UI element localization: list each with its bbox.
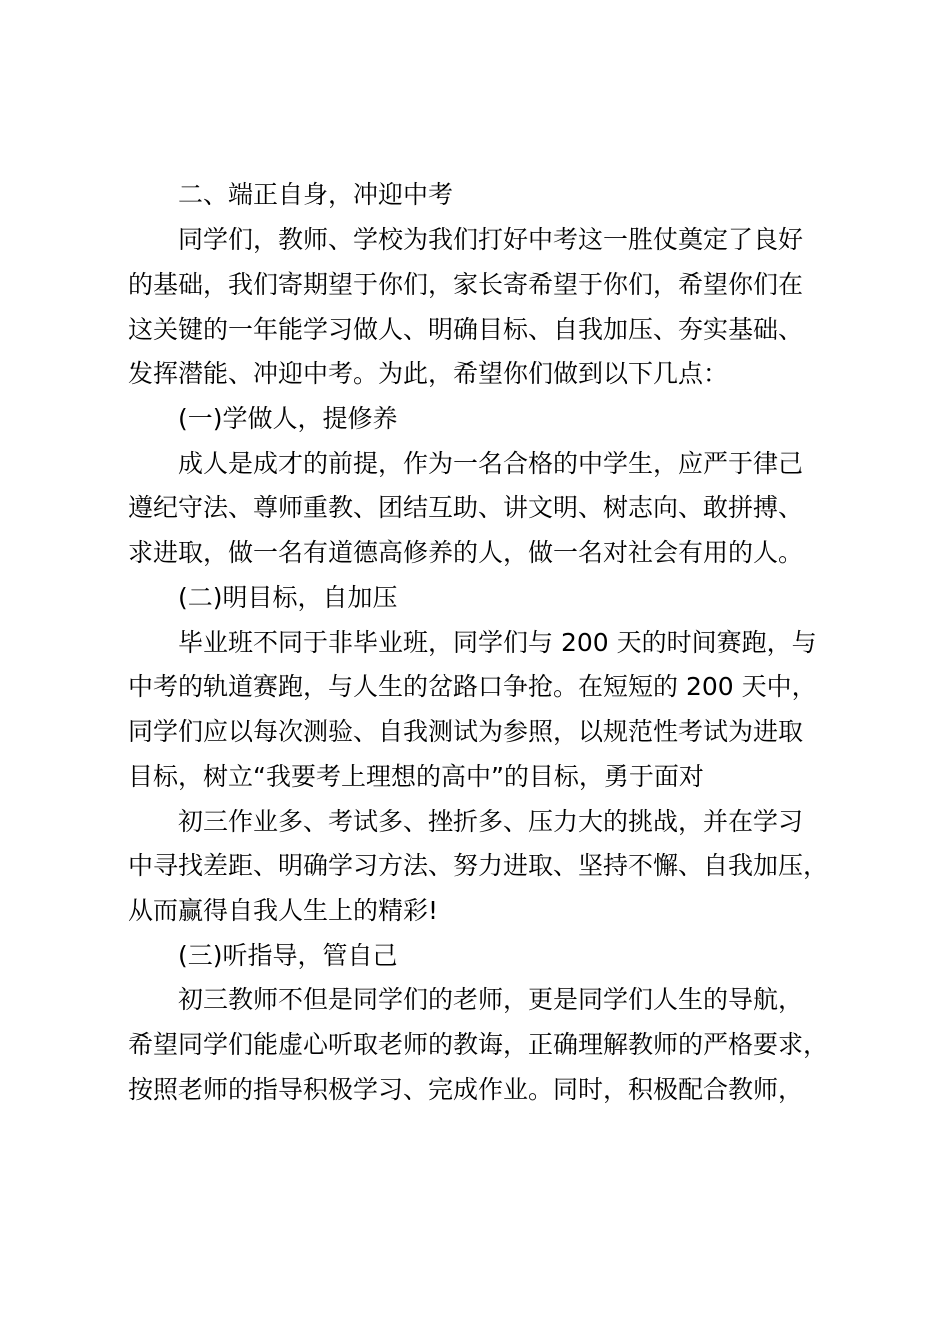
- paragraph-line: 发挥潜能、冲迎中考。为此，希望你们做到以下几点：: [128, 359, 729, 388]
- paragraph-line: 的基础，我们寄期望于你们，家长寄希望于你们，希望你们在: [128, 270, 804, 299]
- subsection-heading: (二)明目标，自加压: [178, 583, 398, 612]
- paragraph-line: 毕业班不同于非毕业班，同学们与 200 天的时间赛跑，与: [178, 628, 817, 657]
- paragraph-line: 按照老师的指导积极学习、完成作业。同时，积极配合教师，: [128, 1075, 804, 1104]
- paragraph-line: 初三教师不但是同学们的老师，更是同学们人生的导航，: [178, 985, 804, 1014]
- paragraph-line: 求进取，做一名有道德高修养的人，做一名对社会有用的人。: [128, 538, 804, 567]
- paragraph-line: 目标，树立“我要考上理想的高中”的目标，勇于面对: [128, 762, 704, 791]
- paragraph-line: 这关键的一年能学习做人、明确目标、自我加压、夯实基础、: [128, 315, 804, 344]
- section-heading: 二、端正自身，冲迎中考: [178, 180, 454, 209]
- paragraph-line: 成人是成才的前提，作为一名合格的中学生，应严于律己: [178, 449, 804, 478]
- paragraph-line: 同学们，教师、学校为我们打好中考这一胜仗奠定了良好: [178, 225, 804, 254]
- paragraph-line: 中考的轨道赛跑，与人生的岔路口争抢。在短短的 200 天中，: [128, 672, 817, 701]
- paragraph-line: 中寻找差距、明确学习方法、努力进取、坚持不懈、自我加压，: [128, 851, 829, 880]
- paragraph-line: 遵纪守法、尊师重教、团结互助、讲文明、树志向、敢拼搏、: [128, 493, 804, 522]
- subsection-heading: (一)学做人，提修养: [178, 404, 398, 433]
- paragraph-line: 希望同学们能虚心听取老师的教诲，正确理解教师的严格要求，: [128, 1030, 829, 1059]
- paragraph-line: 同学们应以每次测验、自我测试为参照，以规范性考试为进取: [128, 717, 804, 746]
- paragraph-line: 初三作业多、考试多、挫折多、压力大的挑战，并在学习: [178, 807, 804, 836]
- subsection-heading: (三)听指导，管自己: [178, 941, 398, 970]
- paragraph-line: 从而赢得自我人生上的精彩!: [128, 896, 439, 925]
